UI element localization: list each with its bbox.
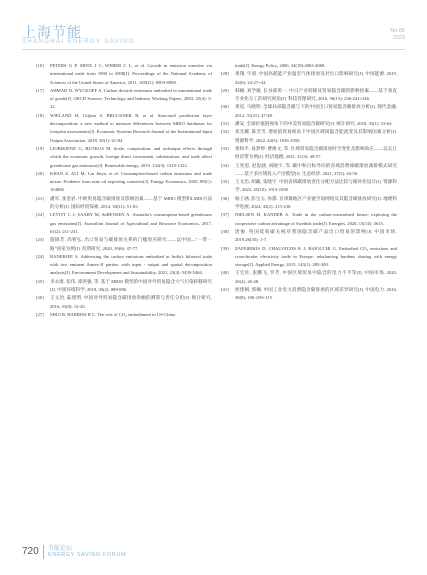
reference-number: [25] — [36, 278, 44, 284]
reference-text: 唐俊. 英国硅收碳关税对我国隐含碳产品出口贸易的影响[J]. 中国市场, 2019,26(35): 1-7. — [235, 228, 397, 243]
reference-text: LEVITT C J, SAABY M, SøRENSEN A. Australia's consumption-based greenhouse gas emissions[J]. Australian Journal of Agricultural and Resource Economics, 2017, 61(2): 211-231. — [50, 212, 212, 234]
reference-text: 施锦芳, 高智弘. 出口贸易与碳排放关系的门槛效应研究——以中国—"一带一路"国家为例[J]. 投资研究, 2020, 39(6): 47-77. — [50, 237, 212, 251]
reference-number: [18] — [36, 112, 44, 118]
reference-item — [36, 87, 212, 112]
reference-item — [36, 253, 212, 278]
reference-item — [221, 103, 397, 120]
reference-item — [221, 269, 397, 286]
reference-text: 王文治, 陆建明. 中国对外贸易隐含碳排放余额的测算与责任分担[J]. 统计研究, 2016, 33(8): 12-20. — [50, 295, 212, 309]
reference-text: 李永康, 张伟, 谭洪强, 等. 基于 MRIO 模型的中国对外贸易隐含大气污染转移研究[J]. 中国环境科学, 2019, 39(2): 889-896. — [50, 278, 212, 293]
page-header — [0, 0, 427, 52]
reference-item — [36, 170, 212, 195]
reference-text: 黄和平, 易梦婷, 曹俊文, 等. 区域贸易隐含碳排放时空变化及影响效应——以长江经济带为例[J]. 经济地理, 2021, 41(3): 49-57. — [235, 145, 397, 160]
page-footer — [0, 535, 427, 575]
reference-item — [36, 62, 212, 87]
reference-text: AHMAD N, WYCKOFF A. Carbon dioxide emissions embodied in international trade of goods[J]. OECD Science, Technology and Industry Working Papers, 2003, 25(4): 3-22. — [50, 87, 212, 110]
reference-number: [34] — [221, 162, 229, 168]
reference-number: [40] — [221, 270, 229, 276]
reference-item — [221, 245, 397, 270]
reference-text: ZAFEIRIKIS D, CHALVATZIS K J, BAIOCCHI G. Embodied CO₂ emissions and cross-border electricity trade in Europe: rebalancing burdens sharing with energy storage[J]. Applied Energy, 2015, 143(1): 283-300. — [235, 245, 397, 268]
reference-text: 王文治, 胡藏, 张晓宇. 中国省域碳排放责任分配方法比较与碳补偿设计[J]. 资源科学, 2023, 45(10): 1913-1930. — [235, 179, 397, 193]
reference-text: SHUI B, HARRISS R C. The role of CO₂ embodiment in US-China — [50, 311, 176, 317]
reference-item — [36, 211, 212, 236]
reference-item — [221, 145, 397, 162]
reference-item — [221, 178, 397, 195]
reference-number: [31] — [221, 121, 229, 127]
reference-text: 潘安. 全球价值链视角下的中美贸易隐含碳研究[J]. 统计研究, 2018, 35(1): 53-64. — [235, 121, 393, 127]
reference-number: [30] — [221, 104, 229, 110]
reference-number: [16] — [36, 63, 44, 68]
reference-column-left — [36, 62, 212, 319]
footer-journal-cn: 节能论坛 — [48, 545, 73, 552]
reference-item — [221, 128, 397, 145]
reference-number: [37] — [221, 212, 229, 218]
footer-journal-en: ENERGY SAVING FORUM — [48, 552, 127, 558]
reference-number: [24] — [36, 253, 44, 259]
reference-text: 侯建朝, 郭娴. 中国工业电力消费隐含碳排放的区域差异研究[J]. 中国电力, 2016, 49(8): 106-109+115. — [235, 287, 397, 301]
reference-number: [22] — [36, 212, 44, 218]
reference-text: 王宏佐, 张鹏飞, 罗芳. 中国区域贸易中隐含的电力不平等[J]. 中国市场, 2020, 20(4): 26-28. — [235, 270, 397, 284]
reference-item — [221, 62, 397, 70]
reference-item — [36, 236, 212, 253]
reference-item — [36, 145, 212, 170]
reference-column-right — [221, 62, 397, 303]
reference-number: [23] — [36, 237, 44, 243]
reference-text: NIELSEN H, KANDER A. Trade in the carbon-constrained future: exploring the cooperative carbon advantage of Swedish trade[J]. Energies, 2020, 13(14): 3613. — [235, 212, 397, 226]
reference-item — [36, 311, 212, 319]
reference-text: 韩楠, 刘学敏, 长谷部勇一. 中日产业转移及贸易隐含碳的影响因素——基于垂直专业化分工的研究视角[J]. 科技管理研究, 2016, 36(15): 236-241+246. — [235, 87, 397, 102]
reference-number: [19] — [36, 145, 44, 151]
reference-number: [33] — [221, 145, 229, 151]
reference-item — [221, 211, 397, 228]
reference-text: 潘军, 张金岩. 中欧贸易隐含碳排放及影响因素——基于 MRIO 模型和LMDI方法的分析[J]. 国际经贸探索, 2014, 30(11): 51-65. — [50, 195, 212, 210]
page-number: 720 — [22, 546, 39, 557]
reference-text: PETERS G P, MINX J C, WEBER C L, et al. Growth in emission transfers via international trade from 1990 to 2008[J]. Proceedings of the National Academy of Sciences of the United States of America, 2011, 108(21): 8903-8908. — [50, 63, 212, 85]
reference-item — [36, 195, 212, 212]
reference-text: WIELAND H, Giljum S, BRUCKNER R, et al. Structural production layer decomposition: a new method to measure differences between MRIO databases for footprint assessments[J]. Economic Systems Research Journal of the International Input Output Association, 2018, 30(1): 61-84. — [50, 112, 212, 143]
reference-number: [38] — [221, 228, 229, 234]
reference-number: [29] — [221, 87, 229, 93]
issue-number: No.05 — [390, 28, 405, 34]
reference-number: [35] — [221, 179, 229, 185]
reference-number: [26] — [36, 295, 44, 301]
reference-item — [221, 120, 397, 128]
reference-item — [36, 278, 212, 295]
reference-text: 黄宸, 马晓明. 全球局部隐含碳与下的中国出口贸易隐含碳排放分析[J]. 现代金融, 2012, 31(21): 47-48. — [235, 104, 397, 118]
reference-item — [36, 112, 212, 145]
journal-subtitle: SHANGHAI ENERGY SAVING — [22, 39, 135, 45]
reference-text: trade[J]. Energy Policy, 2006, 34(18):4063-4068. — [235, 63, 326, 68]
reference-text: BANERJEE S. Addressing the carbon emissions embodied in India's bilateral trade with two eminent Annex-II parties: with input - output and spatial decomposition analysis[J]. Environment Development and Sustainability, 2021, 23(4): 5430-5464. — [50, 253, 212, 276]
reference-number: [17] — [36, 87, 44, 93]
reference-item — [221, 162, 397, 179]
reference-text: LIOBIKIENE G, BUTKUS M. Scale, composition, and technique effects through which the economic growth, foreign direct investment, urbanization, and trade affect greenhouse gas emissions[J]. Renewable energy, 2019, 132(3): 1310-1322. — [50, 145, 212, 168]
reference-item — [221, 195, 397, 212]
reference-text: KHAN Z, ALI M, Liu Jinyu, et al. Consumption-based carbon emissions and trade nexus: Evidence from nine oil exporting countries[J]. Energy Economics, 2020, 89(C): 104806. — [50, 170, 212, 193]
reference-item — [221, 228, 397, 245]
reference-number: [27] — [36, 311, 44, 317]
journal-title: 上海节能 — [22, 25, 82, 41]
reference-number: [21] — [36, 195, 44, 201]
reference-text: 杨子涵, 彭宝玉, 孙都. 京津冀地区产业链空间网络及其隐含碳排放研究[J]. 地理科学进展, 2024, 43(2): 215-230. — [235, 195, 397, 210]
header-divider — [22, 49, 405, 50]
footer-divider — [43, 545, 44, 559]
reference-text: 黄翔, 牛晨. 中国高耗能产业温室气体排放及对出口影响研究[J]. 中国能源, 2019, 32(6): 24-27+44. — [235, 71, 397, 85]
reference-item — [36, 294, 212, 311]
reference-item — [221, 70, 397, 87]
reference-number: [32] — [221, 129, 229, 135]
reference-number: [28] — [221, 71, 229, 77]
reference-number: [20] — [36, 170, 44, 176]
issue-info — [390, 28, 405, 42]
reference-item — [221, 286, 397, 303]
issue-year: 2023 — [392, 35, 405, 41]
reference-number: [36] — [221, 195, 229, 201]
reference-number: [41] — [221, 287, 229, 293]
reference-text: 王宪恩, 赵思涵, 刘晓宇, 等. 碳中和目标导向的省域消费端碳排放减排模式研究——基于多区域投入产出模型[J]. 生态经济, 2021, 37(5): 43-50. — [235, 162, 397, 176]
reference-text: 邓光耀, 陈芳雪. 增加值贸易视角下中国区域间隐含能流变及其影响因素分析[J]. 资源科学, 2022, 44(5): 1036-1050. — [235, 129, 397, 143]
reference-number: [39] — [221, 245, 229, 251]
reference-item — [221, 87, 397, 104]
